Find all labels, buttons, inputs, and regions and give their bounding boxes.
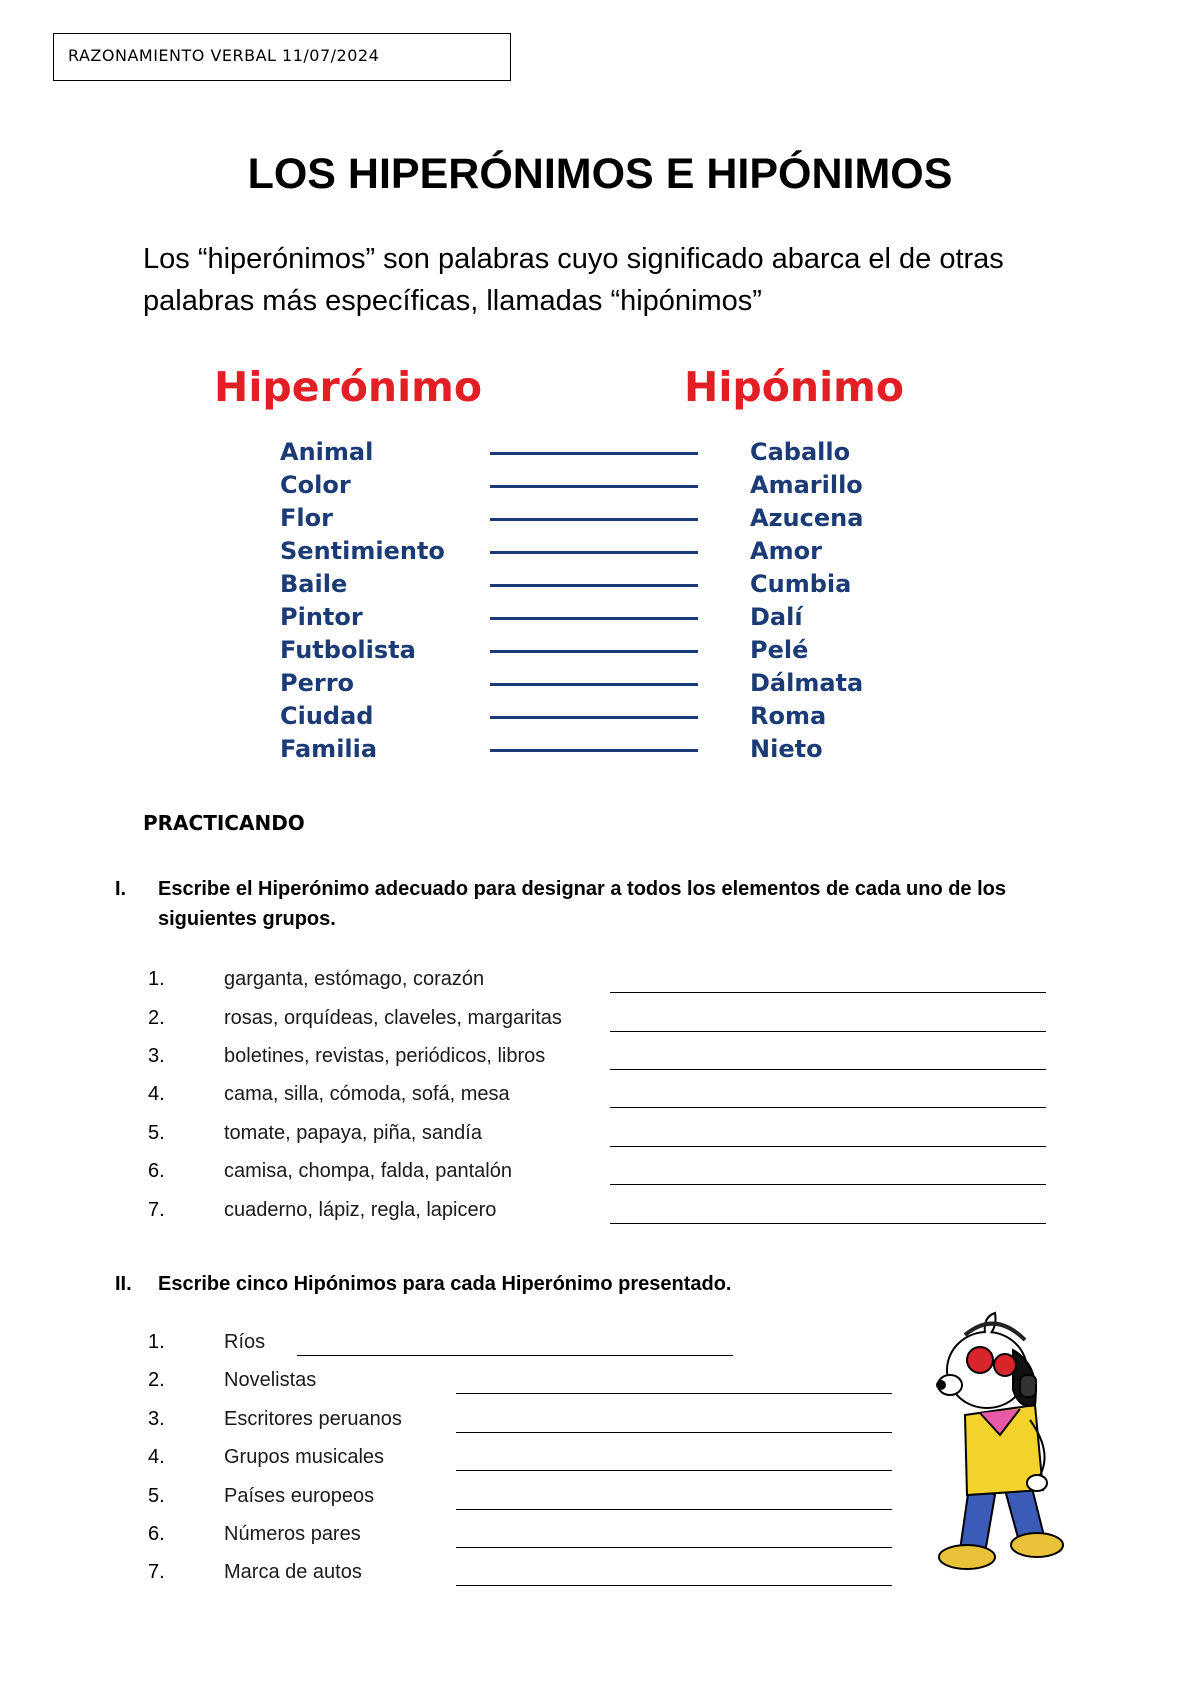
connector-line [490, 584, 698, 587]
answer-blank[interactable] [610, 1107, 1046, 1108]
item-text: Países europeos [224, 1485, 375, 1507]
item-text: boletines, revistas, periódicos, libros [224, 1045, 546, 1067]
item-number: 7. [148, 1561, 165, 1583]
list-item [0, 968, 1200, 998]
item-number: 3. [148, 1408, 165, 1430]
section-1-number: I. [115, 878, 127, 900]
list-item [0, 1122, 1200, 1152]
connector-line [490, 617, 698, 620]
hyponym-word: Amor [750, 537, 822, 565]
hyperonym-word: Pintor [280, 603, 363, 631]
answer-blank[interactable] [610, 1223, 1046, 1224]
page-title: LOS HIPERÓNIMOS E HIPÓNIMOS [247, 150, 953, 198]
answer-blank[interactable] [610, 1069, 1046, 1070]
hyponym-word: Dalí [750, 603, 803, 631]
section-2-number: II. [115, 1273, 132, 1295]
connector-line [490, 518, 698, 521]
item-number: 5. [148, 1485, 165, 1507]
item-text: Ríos [224, 1331, 266, 1353]
item-number: 4. [148, 1083, 165, 1105]
section-1-instruction: Escribe el Hiperónimo adecuado para designar a todos los elementos de cada uno de los siguientes grupos. [158, 878, 1007, 930]
hyponym-heading: Hipónimo [684, 363, 905, 411]
connector-line [490, 650, 698, 653]
item-number: 4. [148, 1446, 165, 1468]
answer-blank[interactable] [610, 1146, 1046, 1147]
answer-blank[interactable] [610, 1031, 1046, 1032]
list-item [0, 1160, 1200, 1190]
item-number: 6. [148, 1160, 165, 1182]
hyperonym-word: Perro [280, 669, 355, 697]
item-text: Números pares [224, 1523, 361, 1545]
item-text: Marca de autos [224, 1561, 362, 1583]
answer-blank[interactable] [297, 1355, 733, 1356]
hyperonym-word: Ciudad [280, 702, 374, 730]
header-box [53, 33, 511, 81]
item-number: 5. [148, 1122, 165, 1144]
hyponym-word: Dálmata [750, 669, 864, 697]
answer-blank[interactable] [456, 1509, 892, 1510]
connector-line [490, 683, 698, 686]
connector-line [490, 452, 698, 455]
item-text: Escritores peruanos [224, 1408, 402, 1430]
item-text: rosas, orquídeas, claveles, margaritas [224, 1007, 562, 1029]
hyponym-word: Amarillo [750, 471, 863, 499]
item-text: cama, silla, cómoda, sofá, mesa [224, 1083, 510, 1105]
answer-blank[interactable] [610, 992, 1046, 993]
intro-paragraph: Los “hiperónimos” son palabras cuyo significado abarca el de otras palabras más específicas, llamadas “hipónimos” [143, 243, 1004, 317]
item-number: 3. [148, 1045, 165, 1067]
item-number: 2. [148, 1007, 165, 1029]
hyponym-word: Azucena [750, 504, 864, 532]
item-text: garganta, estómago, corazón [224, 968, 485, 990]
hyponym-word: Pelé [750, 636, 809, 664]
header-label: RAZONAMIENTO VERBAL 11/07/2024 [68, 46, 380, 65]
list-item [0, 1083, 1200, 1113]
item-text: Novelistas [224, 1369, 317, 1391]
hyperonym-word: Color [280, 471, 351, 499]
item-text: camisa, chompa, falda, pantalón [224, 1160, 512, 1182]
item-number: 6. [148, 1523, 165, 1545]
item-number: 1. [148, 1331, 165, 1353]
hyperonym-word: Sentimiento [280, 537, 445, 565]
item-text: cuaderno, lápiz, regla, lapicero [224, 1199, 497, 1221]
item-number: 7. [148, 1199, 165, 1221]
hyponym-word: Nieto [750, 735, 823, 763]
hyponym-word: Cumbia [750, 570, 852, 598]
answer-blank[interactable] [456, 1470, 892, 1471]
connector-line [490, 749, 698, 752]
hyperonym-heading: Hiperónimo [214, 363, 483, 411]
connector-line [490, 485, 698, 488]
list-item [0, 1045, 1200, 1075]
answer-blank[interactable] [456, 1393, 892, 1394]
hyperonym-word: Baile [280, 570, 348, 598]
connector-line [490, 716, 698, 719]
hyperonym-word: Futbolista [280, 636, 416, 664]
answer-blank[interactable] [456, 1432, 892, 1433]
list-item [0, 1199, 1200, 1229]
section-2-instruction: Escribe cinco Hipónimos para cada Hiperónimo presentado. [158, 1273, 732, 1295]
cartoon-dog-illustration [925, 1305, 1075, 1575]
answer-blank[interactable] [456, 1547, 892, 1548]
item-number: 1. [148, 968, 165, 990]
hyperonym-word: Familia [280, 735, 378, 763]
hyperonym-word: Animal [280, 438, 374, 466]
answer-blank[interactable] [456, 1585, 892, 1586]
hyponym-word: Caballo [750, 438, 851, 466]
hyperonym-word: Flor [280, 504, 333, 532]
item-text: Grupos musicales [224, 1446, 385, 1468]
practice-heading: PRACTICANDO [143, 811, 305, 835]
item-number: 2. [148, 1369, 165, 1391]
list-item [0, 1007, 1200, 1037]
answer-blank[interactable] [610, 1184, 1046, 1185]
item-text: tomate, papaya, piña, sandía [224, 1122, 482, 1144]
hyponym-word: Roma [750, 702, 827, 730]
connector-line [490, 551, 698, 554]
